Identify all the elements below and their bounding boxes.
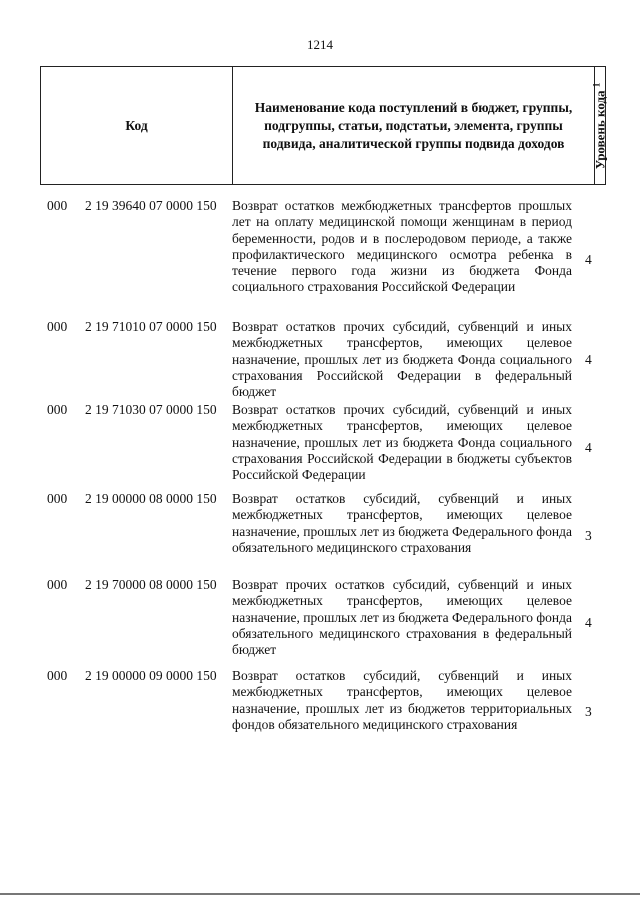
row-code: 2 19 00000 08 0000 150 <box>85 491 217 506</box>
header-level <box>591 82 608 169</box>
header-level-cell <box>591 67 608 184</box>
header-code: Код <box>41 67 233 184</box>
row-description: Возврат остатков межбюджетных трансфертов прошлых лет на оплату медицинской помощи женщинам в период беременности, родов и в послеродовом периоде, а также профилактического медицинского осмотра ребенка в течение первого года жизни из бюджета Фонда социального страхования Российской Федерации <box>232 198 572 295</box>
row-code: 2 19 71030 07 0000 150 <box>85 402 217 417</box>
header-level-label: Уровень кода <box>592 89 608 169</box>
row-description: Возврат остатков прочих субсидий, субвенций и иных межбюджетных трансфертов, имеющих целевое назначение, прошлых лет из бюджета Фонда социального страхования Российской Федерации в бюджеты субъектов Российской Федерации <box>232 402 572 483</box>
row-prefix: 000 <box>47 668 68 683</box>
row-level: 4 <box>585 440 592 455</box>
row-prefix: 000 <box>47 402 68 417</box>
row-prefix: 000 <box>47 577 68 592</box>
row-prefix: 000 <box>47 491 68 506</box>
row-description: Возврат остатков субсидий, субвенций и иных межбюджетных трансфертов, имеющих целевое назначение, прошлых лет из бюджета Федерального фонда обязательного медицинского страхования <box>232 491 572 555</box>
row-level: 4 <box>585 352 592 367</box>
header-level-footnote: 1 <box>591 82 602 87</box>
row-level: 4 <box>585 252 592 267</box>
row-prefix: 000 <box>47 319 68 334</box>
row-description: Возврат прочих остатков субсидий, субвенций и иных межбюджетных трансфертов, имеющих целевое назначение, прошлых лет из бюджета Федерального фонда обязательного медицинского страхования в федеральный бюджет <box>232 577 572 658</box>
row-prefix: 000 <box>47 198 68 213</box>
scan-edge <box>0 893 640 895</box>
row-description: Возврат остатков субсидий, субвенций и иных межбюджетных трансфертов, имеющих целевое назначение, прошлых лет из бюджетов территориальных фондов обязательного медицинского страхования <box>232 668 572 732</box>
row-level: 3 <box>585 704 592 719</box>
row-code: 2 19 71010 07 0000 150 <box>85 319 217 334</box>
row-level: 3 <box>585 528 592 543</box>
table-header <box>40 66 606 185</box>
row-code: 2 19 00000 09 0000 150 <box>85 668 217 683</box>
page-number: 1214 <box>307 37 333 52</box>
row-level: 4 <box>585 615 592 630</box>
row-description: Возврат остатков прочих субсидий, субвенций и иных межбюджетных трансфертов, имеющих целевое назначение, прошлых лет из бюджета Фонда социального страхования Российской Федерации в федеральный бюджет <box>232 319 572 400</box>
row-code: 2 19 39640 07 0000 150 <box>85 198 217 213</box>
row-code: 2 19 70000 08 0000 150 <box>85 577 217 592</box>
header-name: Наименование кода поступлений в бюджет, группы, подгруппы, статьи, подстатьи, элемента, группы подвида, аналитической группы подвида доходов <box>233 67 595 184</box>
